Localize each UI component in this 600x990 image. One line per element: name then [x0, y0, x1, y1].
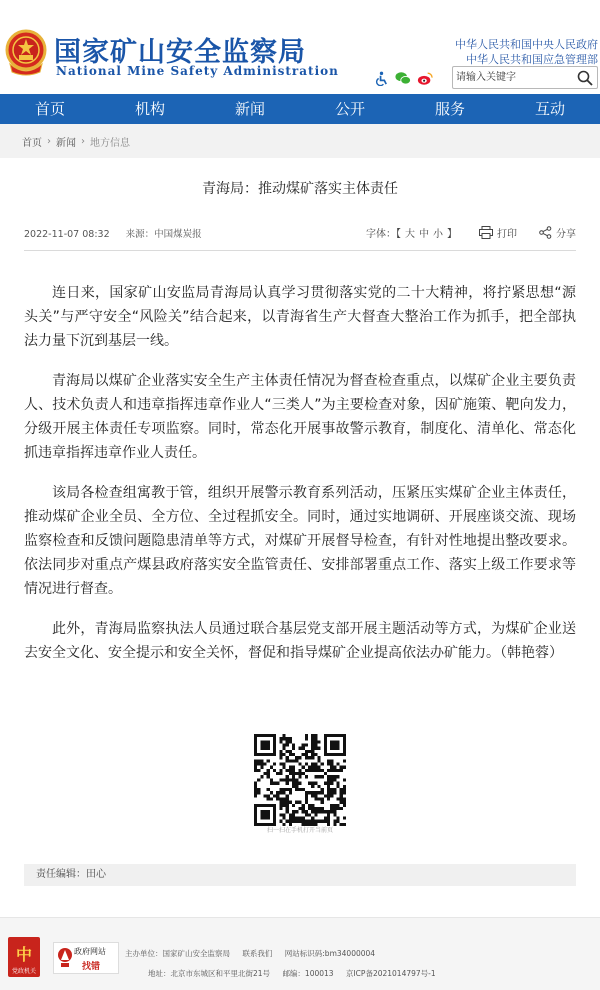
accessibility-icon[interactable] — [373, 70, 389, 86]
article-paragraph: 此外，青海局监察执法人员通过联合基层党支部开展主题活动等方式，为煤矿企业送去安全文化、安全提示和安全关怀，督促和指导煤矿企业提高依法办矿能力。（韩艳蓉） — [24, 621, 576, 661]
qr-code-icon — [254, 734, 346, 826]
site-header — [0, 0, 600, 94]
font-size-label: 字体：【 — [366, 228, 401, 240]
share-icon[interactable] — [539, 226, 552, 239]
footer-address: 地址：北京市东城区和平里北街21号 — [148, 969, 271, 978]
breadcrumb — [0, 124, 600, 158]
search-box — [452, 66, 598, 89]
editor-bar — [24, 864, 576, 886]
search-input[interactable] — [456, 69, 574, 86]
article-body — [24, 281, 576, 681]
central-government-link[interactable]: 中华人民共和国中央人民政府 — [455, 38, 598, 51]
nav-item-home[interactable]: 首页 — [34, 100, 65, 118]
footer-line-1 — [125, 948, 385, 959]
site-title[interactable]: 国家矿山安全监察局 — [54, 37, 306, 68]
article-date: 2022-11-07 08:32 — [24, 229, 110, 240]
font-large-button[interactable]: 大 — [405, 228, 415, 240]
gov-badge-line1: 政府网站 — [74, 947, 106, 956]
main-nav — [0, 94, 600, 124]
weibo-icon[interactable] — [417, 70, 433, 86]
search-icon[interactable] — [577, 70, 593, 86]
share-button[interactable]: 分享 — [556, 228, 576, 240]
meta-divider — [24, 250, 576, 251]
footer-icp-link[interactable]: 京ICP备2021014797号-1 — [345, 969, 436, 978]
gov-badge-line2: 找错 — [82, 962, 101, 972]
party-badge-caption: 党政机关 — [11, 968, 36, 975]
nav-item-public[interactable]: 公开 — [334, 100, 365, 118]
print-icon[interactable] — [479, 226, 493, 239]
nav-item-interaction[interactable]: 互动 — [534, 100, 565, 118]
qr-caption: 扫一扫在手机打开当前页 — [266, 827, 333, 834]
gov-site-error-report-badge[interactable] — [53, 942, 119, 974]
breadcrumb-home[interactable]: 首页 — [22, 137, 42, 149]
article-title: 青海局：推动煤矿落实主体责任 — [202, 181, 398, 197]
article-tools — [366, 222, 576, 242]
wechat-icon[interactable] — [395, 70, 411, 86]
footer-sponsor: 主办单位：国家矿山安全监察局 — [125, 949, 230, 958]
footer-contact-link[interactable]: 联系我们 — [242, 949, 273, 958]
font-small-button[interactable]: 小 — [433, 228, 443, 240]
footer-postcode: 邮编：100013 — [282, 969, 334, 978]
font-size-bracket: 】 — [447, 228, 457, 240]
article-paragraph: 该局各检查组寓教于管，组织开展警示教育系列活动，压紧压实煤矿企业主体责任，推动煤矿企业全员、全方位、全过程抓安全。同时，通过实地调研、开展座谈交流、现场监察检查和反馈问题隐患清单等方式，对煤矿开展督导检查，有针对性地提出整改要求。依法同步对重点产煤县政府落实安全监管责任、安排部署重点工作、落实上级工作要求等情况进行督查。 — [24, 485, 576, 597]
nav-item-service[interactable]: 服务 — [434, 100, 465, 118]
footer-line-2 — [148, 968, 446, 979]
article-source: 来源：中国煤炭报 — [125, 229, 202, 240]
site-subtitle: National Mine Safety Administration — [56, 64, 339, 78]
footer-site-id: 网站标识码:bm34000004 — [284, 949, 376, 958]
responsible-editor: 责任编辑：田心 — [36, 869, 106, 880]
ministry-link[interactable]: 中华人民共和国应急管理部 — [466, 53, 598, 66]
article-paragraph: 连日来，国家矿山安监局青海局认真学习贯彻落实党的二十大精神，将拧紧思想“源头关”与严守安全“风险关”结合起来，以青海省生产大督查大整治工作为抓手，把全部执法力量下沉到基层一线。 — [24, 285, 576, 349]
breadcrumb-current[interactable]: 地方信息 — [90, 137, 130, 149]
print-button[interactable]: 打印 — [497, 228, 517, 240]
breadcrumb-separator: › — [47, 135, 51, 147]
article-paragraph: 青海局以煤矿企业落实安全生产主体责任情况为督查检查重点，以煤矿企业主要负责人、技术负责人和违章指挥违章作业人“三类人”为主要检查对象，因矿施策、靶向发力，分级开展主体责任专项监察。同时，常态化开展事故警示教育，制度化、清单化、常态化抓违章指挥违章作业人责任。 — [24, 373, 576, 461]
national-emblem-icon[interactable] — [4, 28, 48, 78]
nav-item-organization[interactable]: 机构 — [134, 100, 165, 118]
font-medium-button[interactable]: 中 — [419, 228, 429, 240]
nav-item-news[interactable]: 新闻 — [234, 100, 265, 118]
breadcrumb-separator: › — [81, 135, 85, 147]
site-footer — [0, 917, 600, 990]
gov-site-logo-icon — [57, 947, 73, 969]
header-icon-row — [373, 69, 433, 87]
article-meta — [24, 226, 202, 240]
breadcrumb-news[interactable]: 新闻 — [56, 137, 76, 149]
party-government-badge-icon[interactable]: 中 党政机关 — [8, 937, 40, 977]
